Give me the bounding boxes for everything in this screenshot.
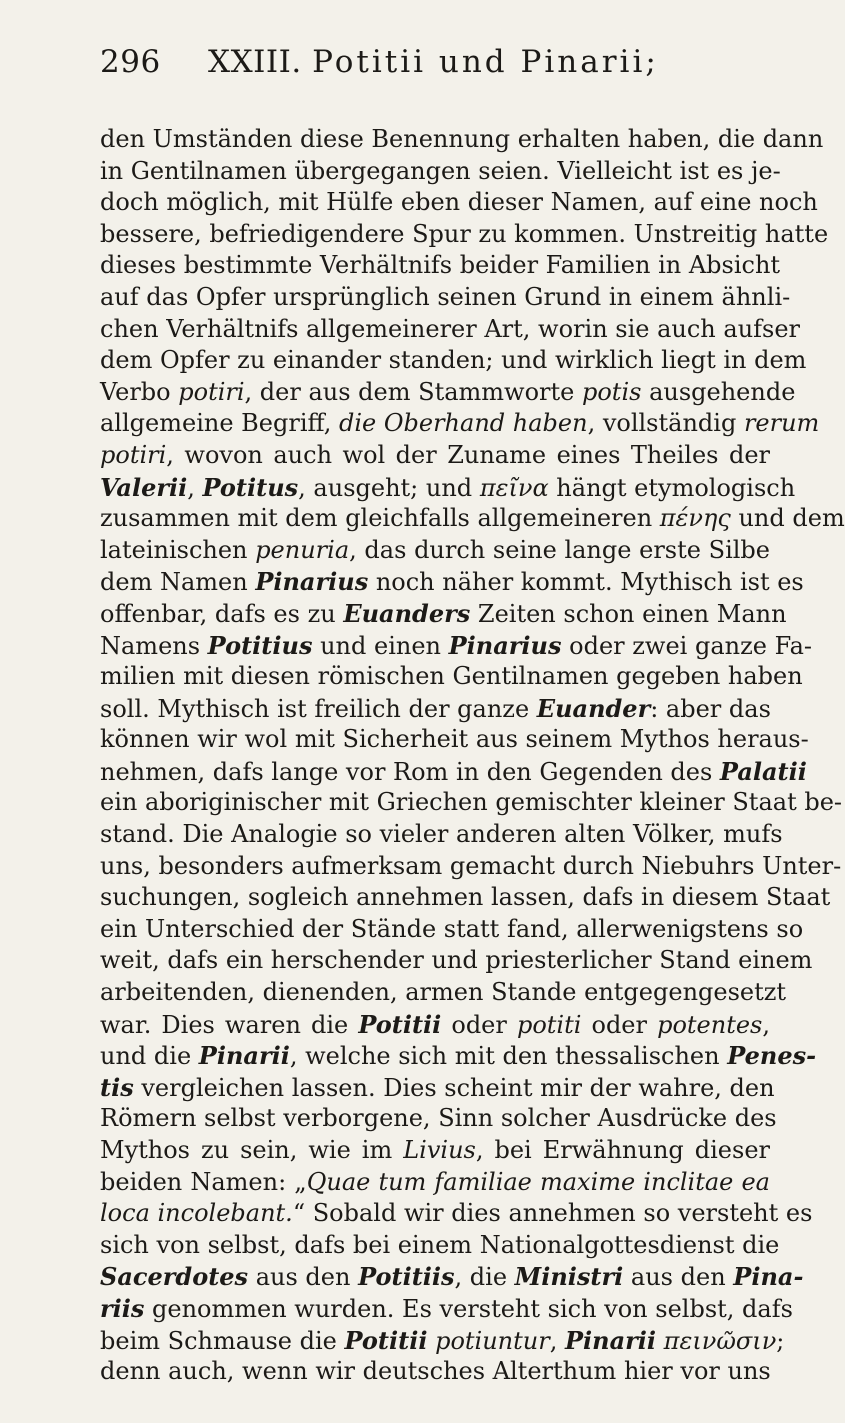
text-line: [100, 914, 804, 946]
text-segment: Verbo: [100, 377, 179, 406]
text-line: [100, 1135, 770, 1167]
emphasized-text: Pinarius: [448, 630, 562, 660]
text-segment: beiden Namen: „: [100, 1167, 307, 1196]
running-head: [208, 44, 659, 80]
text-segment: suchungen, sogleich annehmen lassen, dafs in diesem Staat: [100, 883, 831, 912]
text-segment: Namens: [100, 631, 208, 660]
text-segment: stand. Die Analogie so vieler anderen alten Völker, mufs: [100, 820, 783, 849]
text-segment: , vollständig: [587, 409, 744, 438]
emphasized-text: die Oberhand haben: [338, 409, 588, 438]
text-line: [100, 1293, 793, 1325]
emphasized-text: potiti: [516, 1010, 582, 1039]
text-line: [100, 187, 818, 219]
text-segment: aus den: [623, 1263, 734, 1292]
text-segment: lateinischen: [100, 535, 256, 564]
text-segment: Mythos zu sein, wie im: [100, 1136, 404, 1164]
text-line: [100, 661, 803, 693]
text-segment: ausgehende: [641, 377, 796, 406]
emphasized-text: Palatii: [719, 756, 807, 786]
text-line: [100, 314, 801, 346]
text-segment: den Umständen diese Benennung erhalten haben, die dann: [100, 125, 824, 153]
text-segment: Zeiten schon einen Mann: [470, 599, 787, 628]
text-line: [100, 1103, 777, 1135]
emphasized-text: Potitiis: [358, 1262, 455, 1292]
emphasized-text: rerum: [743, 409, 820, 438]
emphasized-text: Pinarius: [255, 567, 369, 597]
text-segment: dieses bestimmte Verhältnifs beider Familien in Absicht: [100, 251, 781, 280]
text-segment: noch näher kommt. Mythisch ist es: [368, 568, 804, 597]
text-segment: ,: [549, 1326, 565, 1355]
text-segment: , welche sich mit den thessalischen: [289, 1042, 728, 1071]
text-line: [100, 787, 843, 819]
text-line: [100, 1325, 785, 1357]
emphasized-text: potiuntur: [435, 1326, 550, 1355]
text-line: [100, 377, 796, 409]
text-line: [100, 535, 770, 567]
text-segment: oder zwei ganze Fa-: [561, 631, 813, 660]
text-segment: oder: [581, 1010, 658, 1039]
emphasized-text: loca incolebant.: [100, 1199, 293, 1228]
text-segment: ein Unterschied der Stände statt fand, allerwenigstens so: [100, 914, 804, 943]
text-line: [100, 472, 796, 504]
text-segment: weit, dafs ein herschender und priesterlicher Stand einem: [100, 946, 813, 975]
text-segment: [427, 1327, 435, 1355]
text-segment: chen Verhältnifs allgemeinerer Art, worin sie auch aufser: [100, 314, 801, 343]
text-segment: nehmen, dafs lange vor Rom in den Gegenden des: [100, 757, 720, 786]
text-line: [100, 345, 807, 377]
text-line: [100, 219, 829, 251]
text-segment: ,: [762, 1010, 770, 1039]
text-segment: denn auch, wenn wir deutsches Alterthum hier vor uns: [100, 1357, 771, 1386]
text-line: [100, 1230, 780, 1262]
text-segment: dem Opfer zu einander standen; und wirklich liegt in dem: [100, 346, 807, 375]
text-line: [100, 882, 831, 914]
text-line: [100, 440, 770, 472]
text-segment: auf das Opfer ursprünglich seinen Grund in einem ähnli-: [100, 282, 791, 311]
text-segment: , die: [454, 1263, 515, 1292]
text-line: [100, 819, 783, 851]
emphasized-text: potis: [581, 377, 642, 406]
text-segment: Römern selbst verborgene, Sinn solcher Ausdrücke des: [100, 1104, 777, 1133]
body-text: [100, 124, 845, 1388]
text-segment: ;: [776, 1326, 785, 1355]
text-line: [100, 693, 770, 725]
emphasized-text: tis: [100, 1072, 134, 1102]
text-segment: oder: [441, 1010, 517, 1039]
text-segment: hängt etymologisch: [548, 473, 796, 502]
text-segment: zusammen mit dem gleichfalls allgemeineren: [100, 504, 660, 533]
text-line: [100, 851, 842, 883]
text-segment: genommen wurden. Es versteht sich von selbst, dafs: [144, 1294, 793, 1323]
text-segment: arbeitenden, dienenden, armen Stande entgegengesetzt: [100, 978, 787, 1007]
emphasized-text: Euanders: [343, 598, 471, 628]
text-line: [100, 408, 820, 440]
text-segment: ein aboriginischer mit Griechen gemischter kleiner Staat be-: [100, 788, 843, 817]
text-segment: beim Schmause die: [100, 1326, 345, 1355]
text-segment: doch möglich, mit Hülfe eben dieser Namen, auf eine noch: [100, 188, 818, 217]
text-line: [100, 1261, 804, 1293]
chapter-title: Potitii und Pinarii;: [312, 44, 659, 80]
text-segment: milien mit diesen römischen Gentilnamen gegeben haben: [100, 662, 803, 691]
text-line: [100, 977, 787, 1009]
text-line: [100, 156, 781, 188]
emphasized-text: Quae tum familiae maxime inclitae ea: [306, 1167, 770, 1196]
text-line: [100, 630, 813, 662]
emphasized-text: Livius: [403, 1136, 476, 1164]
emphasized-text: Ministri: [514, 1262, 624, 1292]
text-segment: können wir wol mit Sicherheit aus seinem Mythos heraus-: [100, 725, 809, 754]
emphasized-text: Potitii: [344, 1325, 428, 1355]
emphasized-text: Valerii: [100, 472, 188, 502]
emphasized-text: πένης: [659, 504, 731, 533]
text-segment: in Gentilnamen übergegangen seien. Vielleicht ist es je-: [100, 156, 781, 185]
emphasized-text: Pina-: [733, 1262, 804, 1292]
emphasized-text: potiri: [178, 377, 245, 406]
text-line: [100, 124, 824, 156]
text-line: [100, 566, 804, 598]
text-line: [100, 1356, 770, 1388]
text-segment: vergleichen lassen. Dies scheint mir der wahre, den: [133, 1073, 775, 1102]
text-line: [100, 1167, 770, 1199]
text-segment: uns, besonders aufmerksam gemacht durch Niebuhrs Unter-: [100, 851, 842, 880]
text-segment: soll. Mythisch ist freilich der ganze: [100, 694, 537, 723]
text-segment: , der aus dem Stammworte: [244, 377, 582, 406]
text-segment: aus den: [248, 1263, 359, 1292]
text-line: [100, 1009, 770, 1041]
text-segment: ,: [187, 473, 203, 502]
text-line: [100, 250, 781, 282]
text-segment: allgemeine Begriff,: [100, 409, 339, 438]
text-segment: bessere, befriedigendere Spur zu kommen. Unstreitig hatte: [100, 219, 829, 248]
emphasized-text: Pinarii: [198, 1041, 290, 1071]
text-line: [100, 1198, 813, 1230]
emphasized-text: Pinarii: [564, 1325, 657, 1355]
text-segment: und einen: [312, 631, 449, 660]
page-header: [100, 38, 770, 94]
page-number: 296: [100, 44, 161, 80]
emphasized-text: Penes-: [727, 1041, 817, 1071]
text-segment: , ausgeht; und: [298, 473, 480, 502]
text-segment: [656, 1327, 664, 1355]
emphasized-text: πεινῶσιν: [663, 1326, 777, 1355]
text-segment: , wovon auch wol der Zuname eines Theiles der: [166, 440, 770, 469]
emphasized-text: penuria: [255, 535, 350, 564]
text-segment: “ Sobald wir dies annehmen so versteht es: [292, 1199, 813, 1228]
text-line: [100, 945, 813, 977]
emphasized-text: Potitius: [207, 630, 313, 660]
text-line: [100, 1040, 817, 1072]
text-segment: dem Namen: [100, 568, 256, 597]
text-line: [100, 598, 787, 630]
text-segment: und dem: [730, 504, 845, 533]
emphasized-text: πεῖνα: [479, 473, 549, 502]
text-line: [100, 756, 807, 788]
text-line: [100, 1072, 775, 1104]
text-segment: : aber das: [650, 694, 771, 723]
text-line: [100, 724, 809, 756]
text-segment: , bei Erwähnung dieser: [475, 1136, 770, 1164]
emphasized-text: riis: [100, 1293, 145, 1323]
text-line: [100, 503, 845, 535]
emphasized-text: Euander: [536, 693, 651, 723]
emphasized-text: Potitus: [202, 472, 299, 502]
emphasized-text: potiri: [100, 440, 167, 469]
text-segment: war. Dies waren die: [100, 1010, 359, 1039]
emphasized-text: Sacerdotes: [100, 1262, 249, 1292]
text-segment: offenbar, dafs es zu: [100, 599, 344, 628]
text-segment: , das durch seine lange erste Silbe: [349, 535, 770, 564]
emphasized-text: potentes: [657, 1010, 763, 1039]
text-line: [100, 282, 791, 314]
text-segment: sich von selbst, dafs bei einem Nationalgottesdienst die: [100, 1230, 780, 1259]
text-segment: und die: [100, 1042, 199, 1071]
chapter-number: XXIII.: [208, 44, 302, 80]
emphasized-text: Potitii: [358, 1009, 442, 1039]
